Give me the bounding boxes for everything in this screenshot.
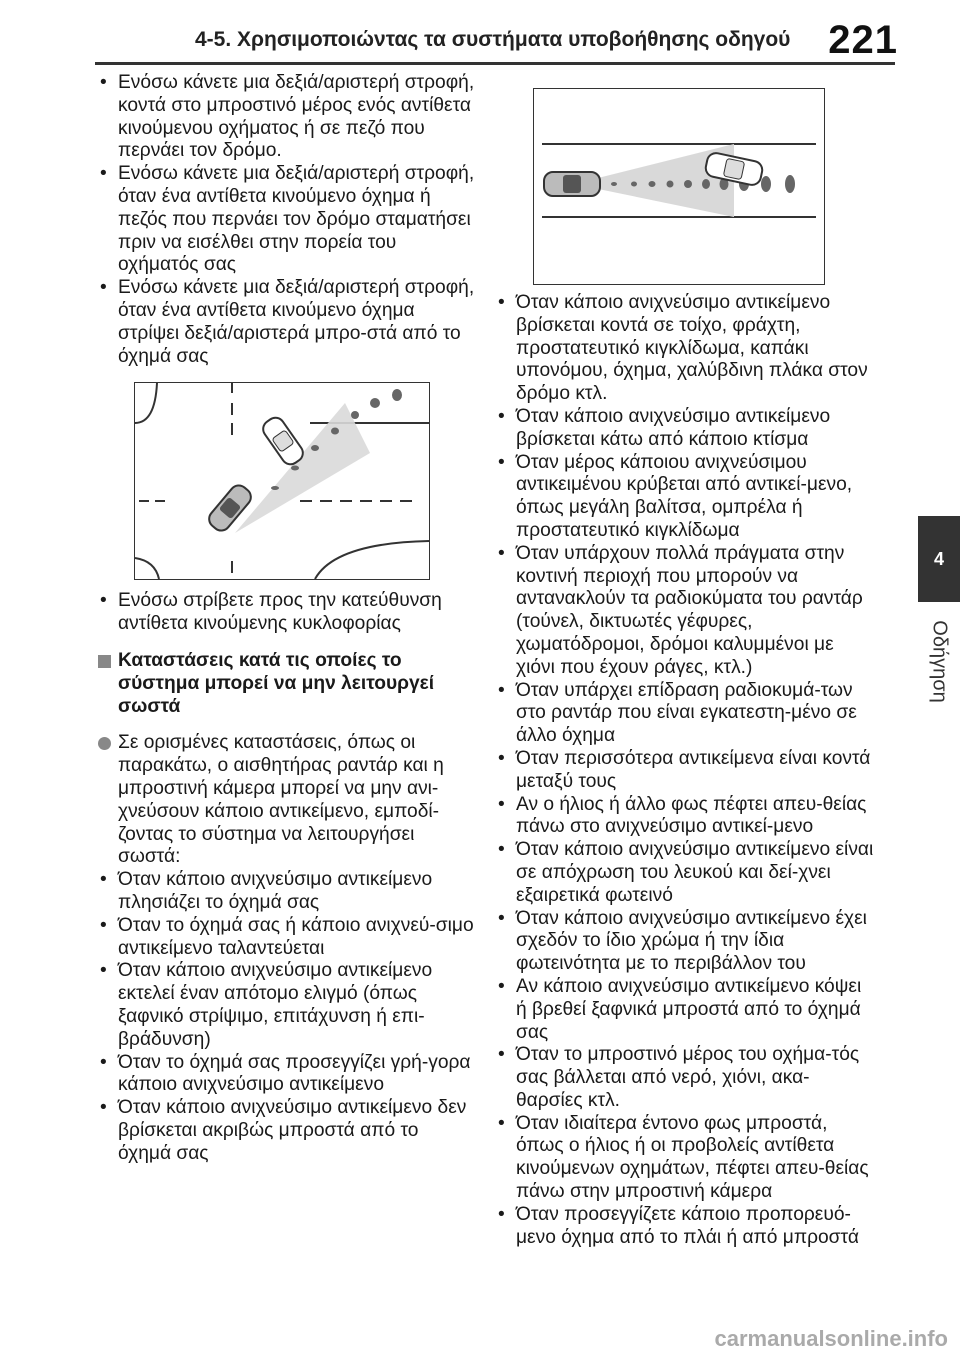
list-item: • Ενόσω κάνετε μια δεξιά/αριστερή στροφή, όταν ένα αντίθετα κινούμενο όχημα ή πεζός που περνάει τον δρόμο σταματήσει πριν να εισέλθει στην πορεία του οχήματός σας [96, 163, 476, 277]
list-item: • Ενόσω στρίβετε προς την κατεύθυνση αντίθετα κινούμενης κυκλοφορίας [96, 590, 476, 636]
list-item: • Όταν κάποιο ανιχνεύσιμο αντικείμενο έχει σχεδόν το ίδιο χρώμα ή την ίδια φωτεινότητα με το περιβάλλον του [494, 908, 874, 976]
turning-intersection-illustration [135, 383, 429, 579]
right-bullets [494, 292, 874, 1249]
list-item: • Όταν κάποιο ανιχνεύσιμο αντικείμενο εκτελεί έναν απότομο ελιγμό (όπως ξαφνικό στρίψιμο, επιτάχυνση ή επι-βράδυνση) [96, 960, 476, 1051]
list-item: • Αν ο ήλιος ή άλλο φως πέφτει απευ-θείας πάνω στο ανιχνεύσιμο αντικεί-μενο [494, 794, 874, 840]
list-item: • Ενόσω κάνετε μια δεξιά/αριστερή στροφή, όταν ένα αντίθετα κινούμενο όχημα στρίψει δεξιά/αριστερά μπρο-στά από το όχημά σας [96, 277, 476, 368]
list-item: • Όταν μέρος κάποιου ανιχνεύσιμου αντικειμένου κρύβεται από αντικεί-μενο, όπως μεγάλη βαλίτσα, ομπρέλα ή προστατευτικό κιγκλίδωμα [494, 452, 874, 543]
list-item: • Όταν το μπροστινό μέρος του οχήμα-τός σας βάλλεται από νερό, χιόνι, ακα-θαρσίες κτλ. [494, 1044, 874, 1112]
crossing-vehicle-figure [533, 88, 825, 285]
list-item: • Ενόσω κάνετε μια δεξιά/αριστερή στροφή, κοντά στο μπροστινό μέρος ενός αντίθετα κινούμενου οχήματος ή σε πεζό που περνάει τον δρόμο. [96, 72, 476, 163]
intro-paragraph-text: Σε ορισμένες καταστάσεις, όπως οι παρακάτω, ο αισθητήρας ραντάρ και η μπροστινή κάμερα μπορεί να μην ανι-χνεύσουν κάποιο αντικείμενο, εμποδί-ζοντας το σύστημα να λειτουργήσει σωστά: [118, 732, 444, 868]
left-bullets-top [96, 72, 476, 368]
list-item: • Όταν υπάρχουν πολλά πράγματα στην κοντινή περιοχή που μπορούν να αντανακλούν τα ραδιοκύματα του ραντάρ (τούνελ, δικτυωτές γέφυρες, χωματόδρομοι, δρόμοι καλυμμένοι με χιόνι που έχουν ράγες, κτλ.) [494, 543, 874, 680]
square-bullet-icon [98, 655, 111, 668]
list-item: • Όταν περισσότερα αντικείμενα είναι κοντά μεταξύ τους [494, 748, 874, 794]
crossing-vehicle-illustration [534, 89, 824, 284]
left-bullets-bottom [96, 869, 476, 1165]
list-item: • Όταν υπάρχει επίδραση ραδιοκυμά-των στο ραντάρ που είναι εγκατεστη-μένο σε άλλο όχημα [494, 680, 874, 748]
left-bullet-after-figure [96, 590, 476, 636]
left-column [96, 72, 476, 1165]
chapter-label [918, 606, 960, 716]
turning-intersection-figure [134, 382, 430, 580]
right-column [494, 292, 874, 1249]
chapter-tab[interactable] [918, 516, 960, 602]
list-item: • Όταν ιδιαίτερα έντονο φως μπροστά, όπως ο ήλιος ή οι προβολείς αντίθετα κινούμενων οχημάτων, πέφτει απευ-θείας πάνω στην μπροστινή κάμερα [494, 1113, 874, 1204]
list-item: • Όταν κάποιο ανιχνεύσιμο αντικείμενο βρίσκεται κάτω από κάποιο κτίσμα [494, 406, 874, 452]
page-header [0, 0, 960, 78]
list-item: • Όταν το όχημά σας προσεγγίζει γρή-γορα κάποιο ανιχνεύσιμο αντικείμενο [96, 1052, 476, 1098]
circle-bullet-icon [98, 737, 111, 750]
list-item: • Όταν κάποιο ανιχνεύσιμο αντικείμενο είναι σε απόχρωση του λευκού και δεί-χνει εξαιρετικά φωτεινό [494, 839, 874, 907]
chapter-number: 4 [933, 548, 944, 569]
watermark: carmanualsonline.info [714, 1326, 948, 1351]
list-item: • Αν κάποιο ανιχνεύσιμο αντικείμενο κόψει ή βρεθεί ξαφνικά μπροστά από το όχημά σας [494, 976, 874, 1044]
section-title: 4-5. Χρησιμοποιώντας τα συστήματα υποβοήθησης οδηγού [195, 28, 791, 51]
section-heading [96, 650, 476, 718]
header-divider [95, 62, 895, 65]
section-heading-text: Καταστάσεις κατά τις οποίες το σύστημα μπορεί να μην λειτουργεί σωστά [118, 649, 435, 717]
list-item: • Όταν προσεγγίζετε κάποιο προπορευό-μενο όχημα από το πλάι ή από μπροστά [494, 1204, 874, 1250]
intro-paragraph [96, 732, 476, 869]
list-item: • Όταν κάποιο ανιχνεύσιμο αντικείμενο δεν βρίσκεται ακριβώς μπροστά από το όχημά σας [96, 1097, 476, 1165]
page-number: 221 [828, 18, 898, 62]
list-item: • Όταν κάποιο ανιχνεύσιμο αντικείμενο πλησιάζει το όχημά σας [96, 869, 476, 915]
list-item: • Όταν κάποιο ανιχνεύσιμο αντικείμενο βρίσκεται κοντά σε τοίχο, φράχτη, προστατευτικό κιγκλίδωμα, καπάκι υπονόμου, όχημα, χαλύβδινη πλάκα στον δρόμο κτλ. [494, 292, 874, 406]
list-item: • Όταν το όχημά σας ή κάποιο ανιχνεύ-σιμο αντικείμενο ταλαντεύεται [96, 915, 476, 961]
chapter-label-text: Οδήγηση [928, 619, 951, 703]
